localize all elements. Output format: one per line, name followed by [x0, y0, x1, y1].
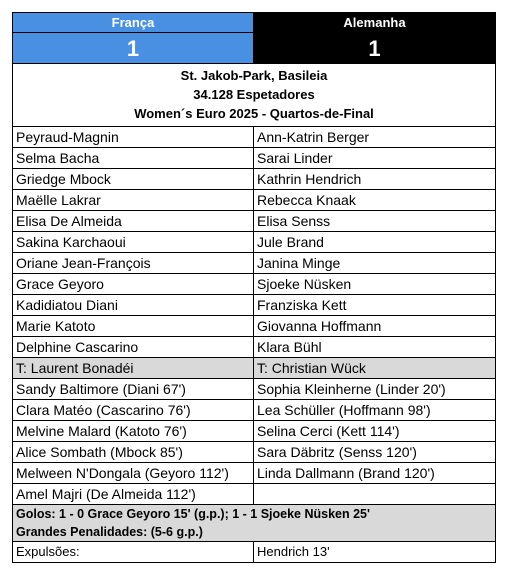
lineup-row — [13, 295, 495, 316]
away-coach: T: Christian Wück — [254, 358, 495, 379]
home-player: Marie Katoto — [13, 316, 254, 337]
away-player: Elisa Senss — [254, 211, 495, 232]
sub-row — [13, 379, 495, 400]
sub-row — [13, 421, 495, 442]
sub-row — [13, 484, 495, 505]
away-sub: Linda Dallmann (Brand 120') — [254, 463, 495, 484]
home-player: Grace Geyoro — [13, 274, 254, 295]
home-player: Griedge Mbock — [13, 169, 254, 190]
away-player: Franziska Kett — [254, 295, 495, 316]
home-sub: Alice Sombath (Mbock 85') — [13, 442, 254, 463]
lineup-row — [13, 148, 495, 169]
sub-row — [13, 400, 495, 421]
home-player: Oriane Jean-François — [13, 253, 254, 274]
lineup-row — [13, 232, 495, 253]
away-player: Sjoeke Nüsken — [254, 274, 495, 295]
lineup-row — [13, 211, 495, 232]
away-sub: Sara Däbritz (Senss 120') — [254, 442, 495, 463]
home-player: Selma Bacha — [13, 148, 254, 169]
attendance: 34.128 Espetadores — [193, 87, 315, 102]
lineup-row — [13, 274, 495, 295]
expulsions-row — [13, 542, 495, 562]
score-row — [13, 33, 495, 64]
home-sub: Sandy Baltimore (Diani 67') — [13, 379, 254, 400]
away-player: Janina Minge — [254, 253, 495, 274]
away-sub: Sophia Kleinherne (Linder 20') — [254, 379, 495, 400]
away-player: Jule Brand — [254, 232, 495, 253]
away-player: Rebecca Knaak — [254, 190, 495, 211]
lineup-row — [13, 190, 495, 211]
away-expulsion: Hendrich 13' — [257, 544, 330, 559]
home-player: Sakina Karchaoui — [13, 232, 254, 253]
expulsions-label: Expulsões: — [13, 542, 254, 562]
team-header-row — [13, 13, 495, 33]
match-info — [13, 64, 495, 127]
lineup-row — [13, 127, 495, 148]
competition: Women´s Euro 2025 - Quartos-de-Final — [134, 106, 374, 121]
penalties-line: Grandes Penalidades: (5-6 g.p.) — [16, 525, 203, 539]
goals-box — [13, 505, 495, 542]
home-sub: Melvine Malard (Katoto 76') — [13, 421, 254, 442]
lineup-row — [13, 169, 495, 190]
home-player: Kadidiatou Diani — [13, 295, 254, 316]
lineups — [13, 127, 495, 358]
substitutions — [13, 379, 495, 505]
away-score: 1 — [254, 33, 495, 64]
home-coach: T: Laurent Bonadéi — [13, 358, 254, 379]
away-sub: Selina Cerci (Kett 114') — [254, 421, 495, 442]
lineup-row — [13, 337, 495, 358]
away-sub: Lea Schüller (Hoffmann 98') — [254, 400, 495, 421]
home-player: Elisa De Almeida — [13, 211, 254, 232]
sub-row — [13, 463, 495, 484]
away-player: Ann-Katrin Berger — [254, 127, 495, 148]
away-player: Klara Bühl — [254, 337, 495, 358]
home-player: Delphine Cascarino — [13, 337, 254, 358]
home-team-name: França — [13, 13, 254, 33]
home-player: Maëlle Lakrar — [13, 190, 254, 211]
away-player: Kathrin Hendrich — [254, 169, 495, 190]
away-team-name: Alemanha — [254, 13, 495, 33]
away-player: Sarai Linder — [254, 148, 495, 169]
match-sheet — [12, 12, 496, 563]
home-player: Peyraud-Magnin — [13, 127, 254, 148]
venue: St. Jakob-Park, Basileia — [180, 68, 328, 83]
lineup-row — [13, 253, 495, 274]
lineup-row — [13, 316, 495, 337]
home-sub: Clara Matéo (Cascarino 76') — [13, 400, 254, 421]
home-score: 1 — [13, 33, 254, 64]
sub-row — [13, 442, 495, 463]
goals-line: Golos: 1 - 0 Grace Geyoro 15' (g.p.); 1 - 1 Sjoeke Nüsken 25' — [16, 507, 370, 521]
coach-row — [13, 358, 495, 379]
away-player: Giovanna Hoffmann — [254, 316, 495, 337]
home-sub: Amel Majri (De Almeida 112') — [13, 484, 254, 505]
home-sub: Melween N'Dongala (Geyoro 112') — [13, 463, 254, 484]
away-sub — [254, 484, 495, 505]
